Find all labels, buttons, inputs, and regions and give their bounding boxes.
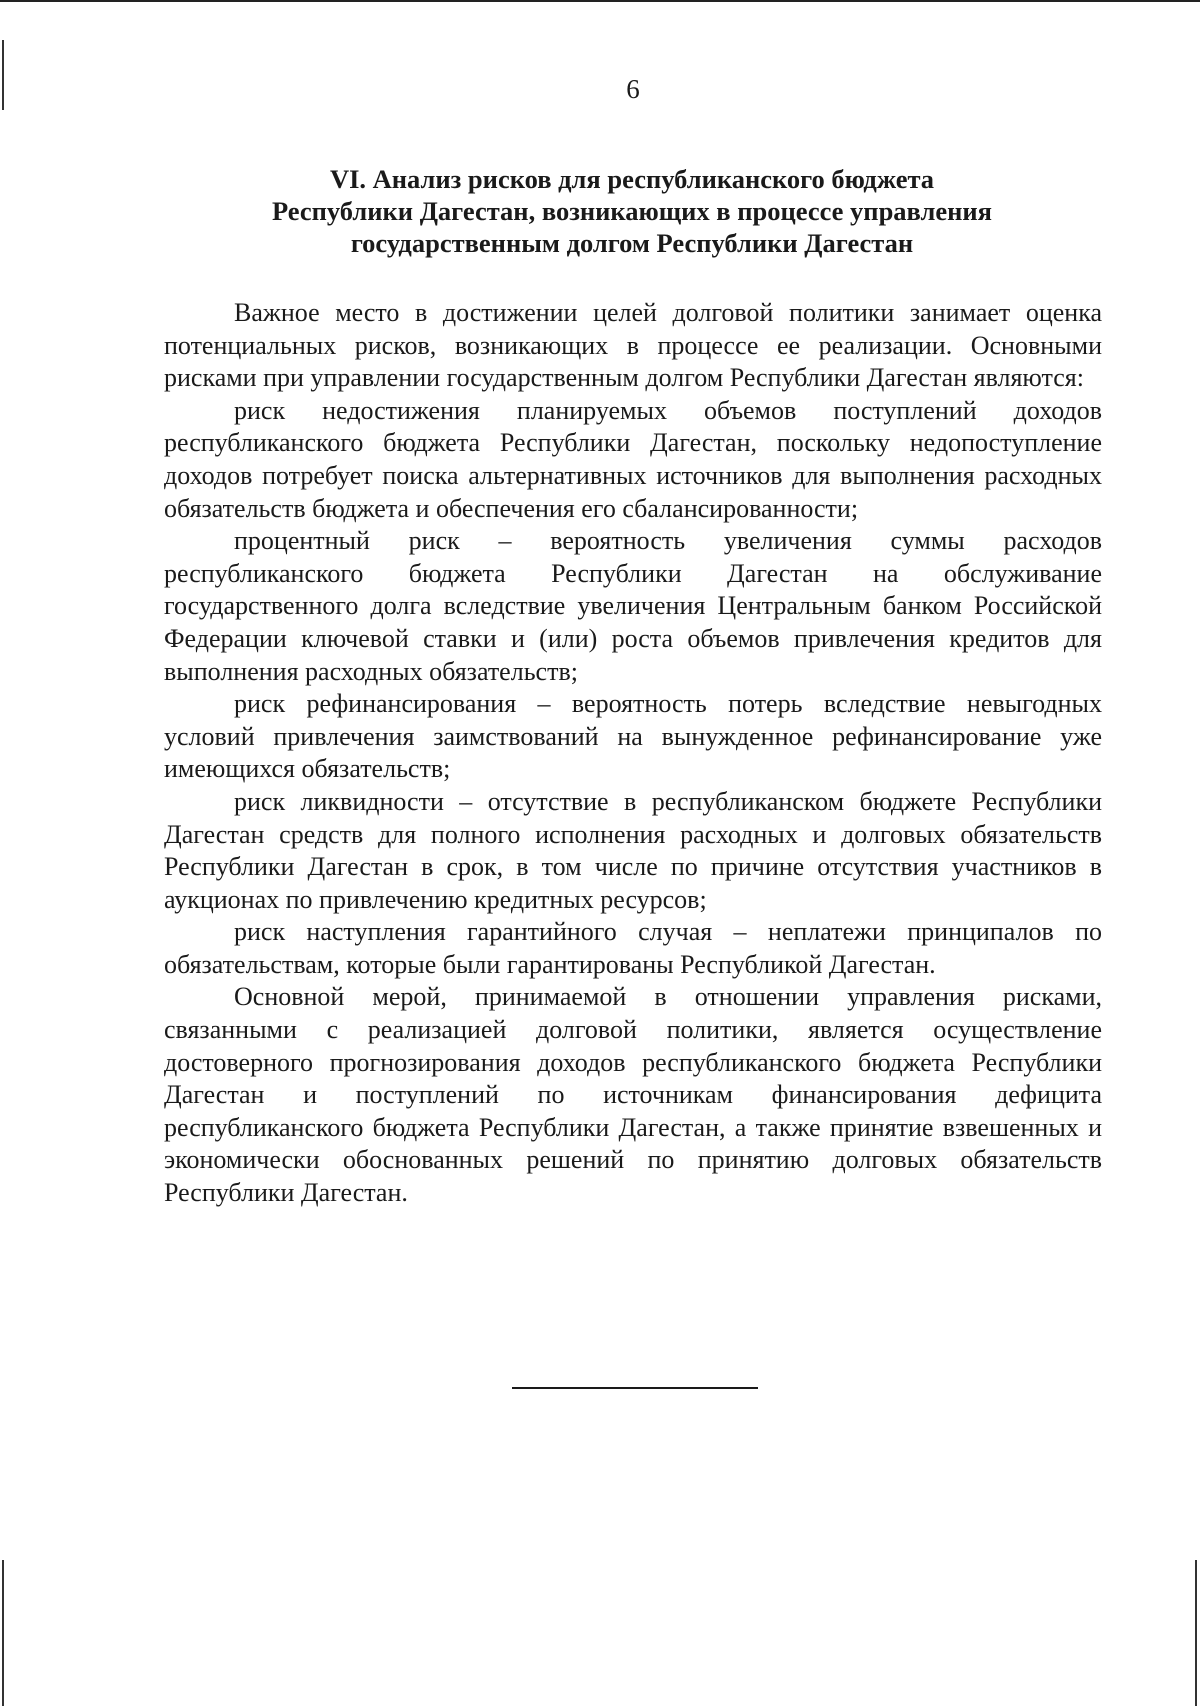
- paragraph-refinancing-risk: риск рефинансирования – вероятность потерь вследствие невыгодных условий привлечения заимствований на вынужденное рефинансирование уже имеющихся обязательств;: [164, 689, 1102, 784]
- page-number: 6: [626, 74, 640, 104]
- scan-top-edge: [0, 0, 1200, 2]
- section-title-line: Республики Дагестан, возникающих в процессе управления: [271, 196, 993, 226]
- scan-left-edge-mark: [2, 1560, 4, 1706]
- body-text: [164, 297, 1102, 1210]
- scan-right-edge-mark: [1195, 1560, 1197, 1706]
- paragraph-interest-risk: процентный риск – вероятность увеличения суммы расходов республиканского бюджета Республики Дагестан на обслуживание государственного долга вследствие увеличения Центральным банком Российской Федерации ключевой ставки и (или) роста объемов привлечения кредитов для выполнения расходных обязательств;: [164, 526, 1102, 686]
- paragraph-revenue-risk: риск недостижения планируемых объемов поступлений доходов республиканского бюджета Республики Дагестан, поскольку недопоступление доходов потребует поиска альтернативных источников для выполнения расходных обязательств бюджета и обеспечения его сбалансированности;: [164, 395, 1102, 523]
- paragraph-conclusion: Основной мерой, принимаемой в отношении управления рисками, связанными с реализацией долговой политики, является осуществление достоверного прогнозирования доходов республиканского бюджета Республики Дагестан и поступлений по источникам финансирования дефицита республиканского бюджета Республики Дагестан, а также принятие взвешенных и экономически обоснованных решений по принятию долговых обязательств Республики Дагестан.: [164, 982, 1102, 1208]
- paragraph-intro: Важное место в достижении целей долговой политики занимает оценка потенциальных рисков, возникающих в процессе ее реализации. Основными рисками при управлении государственным долгом Республики Дагестан являются:: [164, 298, 1102, 393]
- end-of-section-rule: [512, 1387, 758, 1389]
- paragraph-guarantee-risk: риск наступления гарантийного случая – неплатежи принципалов по обязательствам, которые были гарантированы Республикой Дагестан.: [164, 917, 1102, 979]
- section-title-line: VI. Анализ рисков для республиканского бюджета: [329, 164, 935, 194]
- section-title: [190, 163, 1074, 259]
- paragraph-liquidity-risk: риск ликвидности – отсутствие в республиканском бюджете Республики Дагестан средств для полного исполнения расходных и долговых обязательств Республики Дагестан в срок, в том числе по причине отсутствия участников в аукционах по привлечению кредитных ресурсов;: [164, 786, 1102, 914]
- section-title-line: государственным долгом Республики Дагестан: [350, 228, 914, 258]
